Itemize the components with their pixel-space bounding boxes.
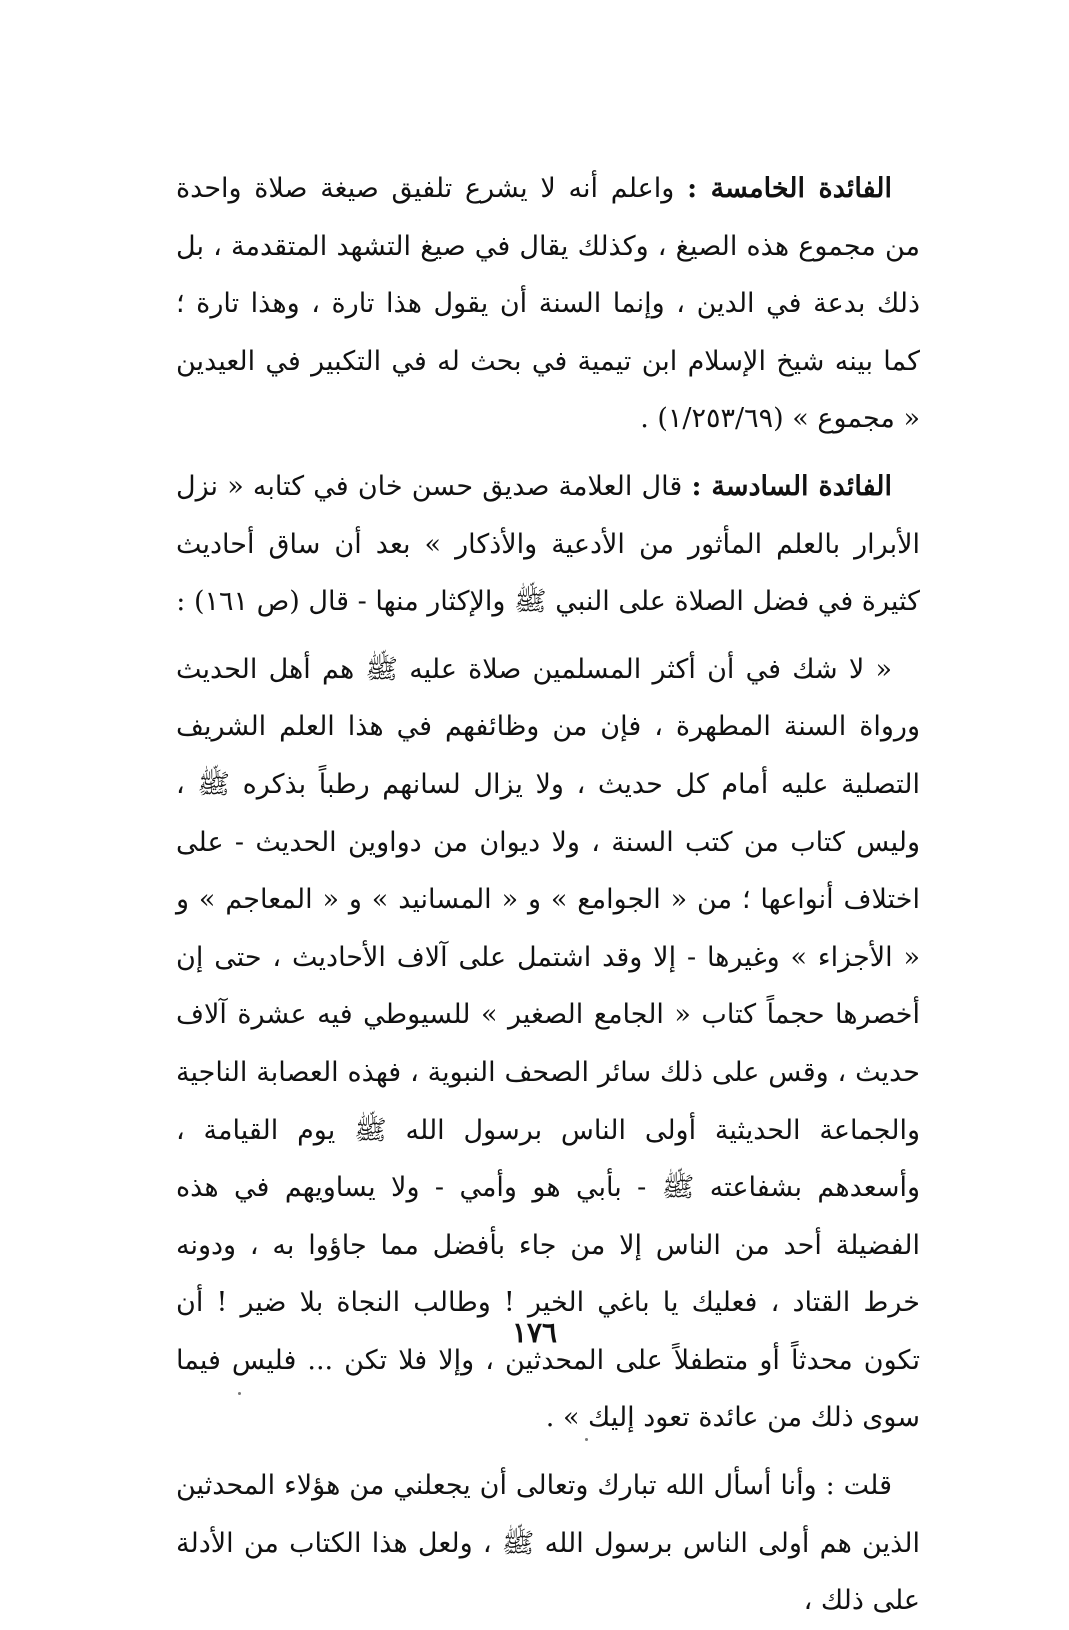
scan-speck [238, 1392, 241, 1395]
paragraph-author-note [176, 1457, 920, 1630]
paragraph-heading: الفائدة السادسة : [691, 470, 892, 502]
paragraph-heading: الفائدة الخامسة : [687, 173, 892, 204]
page-number: ١٧٦ [511, 1316, 558, 1349]
paragraph-text: « لا شك في أن أكثر المسلمين صلاة عليه ﷺ هم أهل الحديث ورواة السنة المطهرة ، فإن من وظائفهم في هذا العلم الشريف التصلية عليه أمام كل حديث ، ولا يزال لسانهم رطباً بذكره ﷺ ، وليس كتاب من كتب السنة ، ولا ديوان من دواوين الحديث - على اختلاف أنواعها ؛ من « الجوامع » و « المسانيد » و « المعاجم » و « الأجزاء » وغيرها - إلا وقد اشتمل على آلاف الأحاديث ، حتى إن أخصرها حجماً كتاب « الجامع الصغير » للسيوطي فيه عشرة آلاف حديث ، وقس على ذلك سائر الصحف النبوية ، فهذه العصابة الناجية والجماعة الحديثية أولى الناس برسول الله ﷺ يوم القيامة ، وأسعدهم بشفاعته ﷺ - بأبي هو وأمي - ولا يساويهم في هذه الفضيلة أحد من الناس إلا من جاء بأفضل مما جاؤوا به ، ودونه خرط القتاد ، فعليك يا باغي الخير ! وطالب النجاة بلا ضير ! أن تكون محدثاً أو متطفلاً على المحدثين ، وإلا فلا تكن ... فليس فيما سوى ذلك من عائدة تعود إليك » . [176, 653, 920, 1434]
scan-speck [585, 1438, 588, 1441]
paragraph-text: قال العلامة صديق حسن خان في كتابه « نزل الأبرار بالعلم المأثور من الأدعية والأذكار » بعد أن ساق أحاديث كثيرة في فضل الصلاة على النبي ﷺ والإكثار منها - قال (ص ١٦١) : [176, 470, 920, 618]
body-text [176, 160, 920, 1630]
paragraph-sixth-benefit [176, 458, 920, 631]
paragraph-text: واعلم أنه لا يشرع تلفيق صيغة صلاة واحدة من مجموع هذه الصيغ ، وكذلك يقال في صيغ التشهد المتقدمة ، بل ذلك بدعة في الدين ، وإنما السنة أن يقول هذا تارة ، وهذا تارة ؛ كما بينه شيخ الإسلام ابن تيمية في بحث له في التكبير في العيدين « مجموع » (١/٢٥٣/٦٩) . [176, 173, 920, 435]
paragraph-fifth-benefit [176, 160, 920, 448]
paragraph-text: قلت : وأنا أسأل الله تبارك وتعالى أن يجعلني من هؤلاء المحدثين الذين هم أولى الناس برسول الله ﷺ ، ولعل هذا الكتاب من الأدلة على ذلك ، [176, 1470, 920, 1617]
